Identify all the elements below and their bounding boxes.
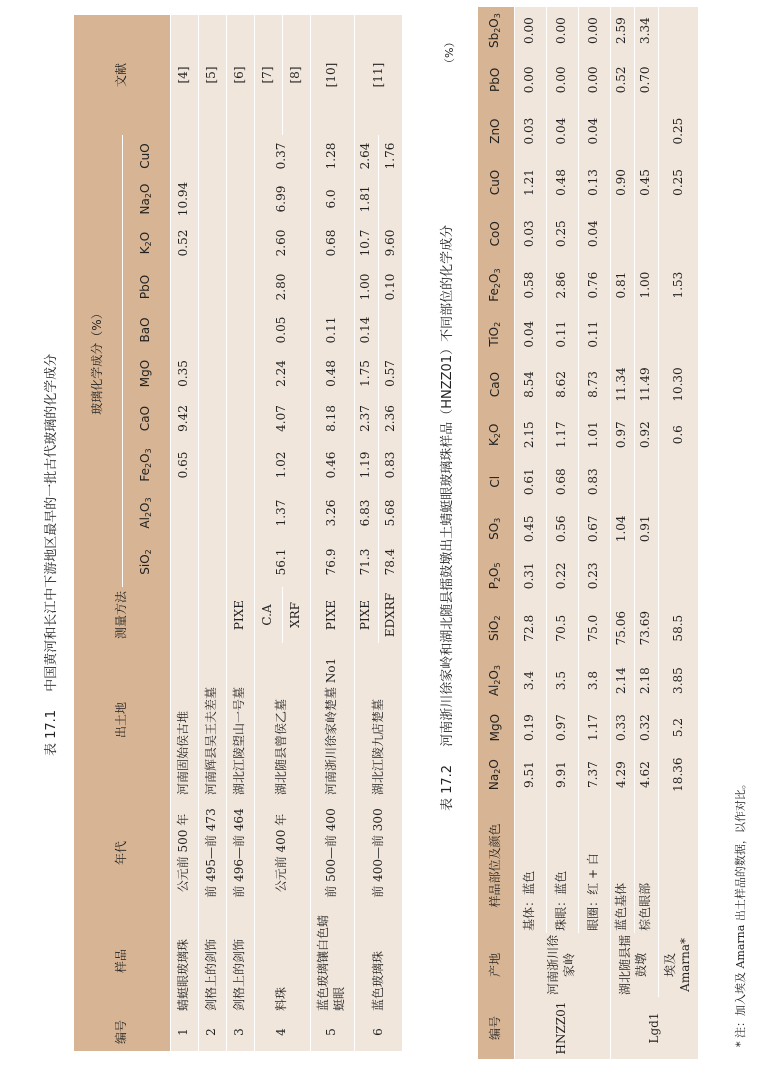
table2-cell: 2.15 [514,411,546,458]
table1-cell: 9.60 [378,221,402,265]
table1-cell: 蜻蜓眼玻璃珠 [170,909,198,1013]
table2-cell: 0.83 [578,458,610,505]
table1-cell [226,265,254,309]
t2-header: ZnO [478,105,514,156]
table1-cell [378,177,402,221]
table1-cell: 0.48 [310,351,354,396]
table1-cell: [10] [310,15,354,135]
table1-row [254,15,282,1051]
t2-header: SiO$_2$ [478,599,514,657]
table2-cell: 0.23 [578,552,610,599]
table1-cell: 0.52 [170,221,198,265]
table2-cell: 0.04 [578,208,610,259]
table2-cell [634,208,658,259]
t1-oxide-header: BaO [122,309,170,351]
table2-cell: 8.73 [578,358,610,411]
table1-cell: EDXRF [378,587,402,643]
table1-cell: 0.65 [170,441,198,489]
table1-cell [198,489,226,537]
t2-header: MgO [478,704,514,751]
table1-cell: 1.75 [354,351,378,396]
table2-cell: 0.11 [578,311,610,358]
table1-cell: 5.68 [378,489,402,537]
t2-header: $P_2O_5$ [478,552,514,599]
table1-cell: 3 [226,1013,254,1051]
t1-header-method: 测量方法 [74,587,170,643]
t2-header: TiO$_2$ [478,311,514,358]
table1-cell: [6] [226,15,254,135]
table2-cell: 眼圈：红 + 白 [578,798,610,933]
table1-cell [226,351,254,396]
table1 [74,15,402,1051]
table1-cell: 公元前 400 年 [254,797,310,909]
table2-footnote: * 注：加入埃及 Amarna 出土样品的数据，以作对比。 [734,778,747,1047]
table2-cell: 2.86 [546,259,578,310]
table1-cell [170,309,198,351]
table1-cell [226,396,254,441]
table2-cell: 3.8 [578,657,610,704]
t1-oxide-header: CaO [122,396,170,441]
table2-cell: 1.04 [610,505,634,552]
table1-cell: 78.4 [378,537,402,587]
table1-cell: 剑格上的剑饰 [198,909,226,1013]
table1-cell: 河南辉县吴王夫差墓 [198,643,226,797]
table1-cell: 2.64 [354,135,378,177]
table1-cell: 0.35 [170,351,198,396]
t2-header: 产地 [478,933,514,997]
table2-cell: 0.25 [658,157,698,208]
t1-oxide-header: MgO [122,351,170,396]
table1-cell: 前 500—前 400 [310,797,354,909]
table1-cell [198,135,226,177]
table1-cell: 1.02 [254,441,310,489]
table2-cell: 0.97 [610,411,634,458]
table1-cell: 8.18 [310,396,354,441]
table1-cell [170,537,198,587]
table2-cell: 0.76 [578,259,610,310]
table2-cell: 5.2 [658,704,698,751]
table2-row [514,7,546,1059]
t2-header: Cl [478,458,514,505]
t1-oxide-header: $Na_2O$ [122,177,170,221]
table1-row [310,15,354,1051]
table1-cell: 10.94 [170,177,198,221]
table2-cell: 1.53 [658,259,698,310]
table2-cell: 棕色眼部 [634,798,658,933]
table1-cell [198,441,226,489]
table2-cell: 0.61 [514,458,546,505]
table2-cell: 0.19 [514,704,546,751]
table2-cell: 蓝色基体 [610,798,634,933]
table1-cell: [11] [354,15,402,135]
table1-caption-number: 表 17.1 [44,709,59,756]
table1-cell: PIXE [310,587,354,643]
table2-cell: 0.04 [578,105,610,156]
table2-cell: 1.21 [514,157,546,208]
table1-cell: 1 [170,1013,198,1051]
table1-cell: 6 [354,1013,402,1051]
table1-cell [170,489,198,537]
table2-cell [658,552,698,599]
t2-header: $SO_3$ [478,505,514,552]
table1-cell: 6.0 [310,177,354,221]
table2-cell: 70.5 [546,599,578,657]
table2-cell: 0.67 [578,505,610,552]
table1-caption [40,354,59,756]
t1-header-sample: 样品 [74,909,170,1013]
table1-cell: 0.11 [310,309,354,351]
table2-row [578,7,610,1059]
table1-cell: [4] [170,15,198,135]
table1-cell: 料珠 [254,909,310,1013]
table1-cell: 71.3 [354,537,378,587]
table2-cell: 0.11 [546,311,578,358]
table2-cell: 1.17 [578,704,610,751]
table1-cell: 蓝色玻璃珠 [354,909,402,1013]
table2-caption-number: 表 17.2 [440,764,455,811]
table1-cell: 2 [198,1013,226,1051]
t2-header: 样品部位及颜色 [478,798,514,933]
table2-cell [658,505,698,552]
table2-cell: 1.00 [634,259,658,310]
table1-cell: 76.9 [310,537,354,587]
t2-header: CoO [478,208,514,259]
t1-oxide-header: CuO [122,135,170,177]
t2-header: $Na_2O$ [478,751,514,798]
table2-unit: （%） [443,36,456,69]
table2-cell [658,7,698,54]
table2 [478,7,698,1059]
table2-cell: 0.00 [578,7,610,54]
table2-caption [436,225,455,811]
table2-cell: 0.48 [546,157,578,208]
table1-cell [170,265,198,309]
table1-cell: 1.28 [310,135,354,177]
table1-cell: 河南固始侯古堆 [170,643,198,797]
table2-cell: 0.03 [514,105,546,156]
table2-cell: 珠眼：蓝色 [546,798,578,933]
table1-cell: 蓝色玻璃镶白色蜻蜓眼 [310,909,354,1013]
t2-header: $Sb_2O_3$ [478,7,514,54]
table1-cell [226,221,254,265]
table1-cell: [7] [254,15,282,135]
table2-cell [634,552,658,599]
t1-oxide-header: $Fe_2O_3$ [122,441,170,489]
t2-header: 编号 [478,997,514,1059]
table2-cell: 11.34 [610,358,634,411]
table1-cell: 0.57 [378,351,402,396]
table1-cell: 湖北江陵望山一号墓 [226,643,254,797]
table2-cell: 0.81 [610,259,634,310]
table1-cell [226,441,254,489]
table1-cell: [5] [198,15,226,135]
table1-cell: 0.14 [354,309,378,351]
table1-cell: 4.07 [254,396,310,441]
table2-cell [658,458,698,505]
table1-cell [198,265,226,309]
table2-cell: HNZZ01 [514,997,610,1059]
table2-row [658,7,698,1059]
table2-cell: 0.45 [634,157,658,208]
table2-cell: 0.04 [546,105,578,156]
table2-cell [610,105,634,156]
table2-cell: 2.59 [610,7,634,54]
table1-cell: XRF [282,587,310,643]
table2-cell: 2.14 [610,657,634,704]
table2-cell: 3.85 [658,657,698,704]
table2-cell: 0.90 [610,157,634,208]
table1-cell: 1.00 [354,265,378,309]
table2-cell [634,105,658,156]
t2-header: $Al_2O_3$ [478,657,514,704]
table1-cell [226,135,254,177]
table1-cell [198,351,226,396]
table2-cell: 9.51 [514,751,546,798]
table2-cell: 0.00 [546,7,578,54]
table1-cell: 5 [310,1013,354,1051]
table1-cell: 0.10 [378,265,402,309]
table1-cell [170,135,198,177]
table1-cell: 0.83 [378,441,402,489]
t1-header-site: 出土地 [74,643,170,797]
table2-cell: 1.01 [578,411,610,458]
table2-cell: 0.03 [514,208,546,259]
table2-cell [658,311,698,358]
table1-cell: 前 495—前 473 [198,797,226,909]
table2-cell: 0.32 [634,704,658,751]
table2-cell: 0.25 [546,208,578,259]
table2-row [634,7,658,1059]
table2-cell: 埃及 Amarna* [658,933,698,997]
table1-cell: [8] [282,15,310,135]
table2-cell: 10.30 [658,358,698,411]
table2-cell: 0.00 [546,54,578,105]
table1-cell: 1.81 [354,177,378,221]
table1-cell: 前 400—前 300 [354,797,402,909]
table1-cell: 0.37 [254,135,310,177]
table1-row [198,15,226,1051]
t1-oxide-header: $Al_2O_3$ [122,489,170,537]
table1-cell: 2.60 [254,221,310,265]
table1-row [354,15,378,1051]
table2-cell [610,458,634,505]
table2-cell: 0.58 [514,259,546,310]
table1-cell [198,587,226,643]
table1-cell: 公元前 500 年 [170,797,198,909]
table2-cell [634,311,658,358]
t1-header-composition: 玻璃化学成分（%） [74,135,122,587]
table2-cell [658,208,698,259]
t2-header: PbO [478,54,514,105]
table2-cell: 58.5 [658,599,698,657]
table2-cell [610,311,634,358]
table1-cell [198,537,226,587]
table1-cell [226,489,254,537]
table2-cell: 75.06 [610,599,634,657]
table1-cell: 0.68 [310,221,354,265]
table1-cell: 0.46 [310,441,354,489]
table2-cell: 73.69 [634,599,658,657]
table2-cell: 0.52 [610,54,634,105]
table2-cell: 河南浙川徐家岭 [514,933,610,997]
table2-cell: 3.4 [514,657,546,704]
table2-cell: 0.33 [610,704,634,751]
table1-cell [198,396,226,441]
table2-cell: 湖北随县擂鼓墩 [610,933,658,997]
table2-cell: 0.00 [514,54,546,105]
table2-cell: 0.70 [634,54,658,105]
table1-cell: 剑格上的剑饰 [226,909,254,1013]
t1-header-ref: 文献 [74,15,170,135]
table1-cell: 2.37 [354,396,378,441]
table2-cell: 基体：蓝色 [514,798,546,933]
table1-cell [198,177,226,221]
table2-cell: 0.31 [514,552,546,599]
t1-oxide-header: SiO$_2$ [122,537,170,587]
table2-row [610,7,634,1059]
t1-oxide-header: PbO [122,265,170,309]
table2-cell: 0.13 [578,157,610,208]
table2-cell: 9.91 [546,751,578,798]
table1-cell: 2.24 [254,351,310,396]
t1-oxide-header: $K_2O$ [122,221,170,265]
table1-cell: 前 496—前 464 [226,797,254,909]
table2-cell: 0.00 [578,54,610,105]
table1-cell: 6.99 [254,177,310,221]
t2-header: $Fe_2O_3$ [478,259,514,310]
table2-cell: 0.00 [514,7,546,54]
table2-cell: 72.8 [514,599,546,657]
table2-cell: 0.92 [634,411,658,458]
table2-cell: 8.54 [514,358,546,411]
table2-cell: 0.25 [658,105,698,156]
t1-header-no: 编号 [74,1013,170,1051]
table2-cell: 0.6 [658,411,698,458]
table2-caption-text: 河南浙川徐家岭和湖北随县擂鼓墩出土蜻蜓眼玻璃珠样品（HNZZ01）不同部位的化学成分 [440,224,455,747]
table1-cell: 湖北随县曾侯乙墓 [254,643,310,797]
table2-row [546,7,578,1059]
table1-cell: 4 [254,1013,310,1051]
table1-cell [170,587,198,643]
table1-cell: PIXE [354,587,378,643]
table2-cell: 0.45 [514,505,546,552]
table1-cell: 2.36 [378,396,402,441]
table2-cell: 4.29 [610,751,634,798]
t2-header: CuO [478,157,514,208]
table1-cell: 56.1 [254,537,310,587]
table2-cell: 3.34 [634,7,658,54]
table1-cell [226,537,254,587]
table2-cell: 0.04 [514,311,546,358]
table1-cell: 3.26 [310,489,354,537]
table2-cell: 0.91 [634,505,658,552]
table1-cell: 河南浙川徐家岭楚墓 No1 [310,643,354,797]
table2-cell: 18.36 [658,751,698,798]
table2-cell: Lgd1 [610,997,698,1059]
t2-header: $K_2O$ [478,411,514,458]
table2-cell: 1.17 [546,411,578,458]
table2-cell: 0.56 [546,505,578,552]
table2-cell: 0.68 [546,458,578,505]
table1-cell: 9.42 [170,396,198,441]
table2-cell [658,54,698,105]
table1-cell: C.A [254,587,282,643]
table2-cell: 75.0 [578,599,610,657]
table1-cell [198,221,226,265]
table2-cell: 4.62 [634,751,658,798]
table2-cell: 11.49 [634,358,658,411]
table2-cell [610,552,634,599]
table1-cell [378,309,402,351]
table1-cell [226,177,254,221]
table1-cell: 1.37 [254,489,310,537]
table2-cell [634,458,658,505]
table2-cell [610,208,634,259]
table2-cell: 8.62 [546,358,578,411]
table2-cell: 3.5 [546,657,578,704]
table1-cell [198,309,226,351]
t2-header: CaO [478,358,514,411]
table1-cell: 湖北江陵九店楚墓 [354,643,402,797]
table1-row [170,15,198,1051]
table2-cell: 0.97 [546,704,578,751]
table1-cell: 2.80 [254,265,310,309]
table2-cell [658,798,698,933]
table2-cell: 2.18 [634,657,658,704]
table1-cell: 6.83 [354,489,378,537]
t1-header-date: 年代 [74,797,170,909]
table1-cell: 10.7 [354,221,378,265]
table1-cell: 1.19 [354,441,378,489]
table1-row [226,15,254,1051]
table1-cell: PIXE [226,587,254,643]
table1-cell [226,309,254,351]
table2-cell: 0.22 [546,552,578,599]
table1-cell: 1.76 [378,135,402,177]
table1-cell [310,265,354,309]
table2-cell: 7.37 [578,751,610,798]
table1-caption-text: 中国黄河和长江中下游地区最早的一批古代玻璃的化学成分 [44,353,59,692]
table1-cell: 0.05 [254,309,310,351]
